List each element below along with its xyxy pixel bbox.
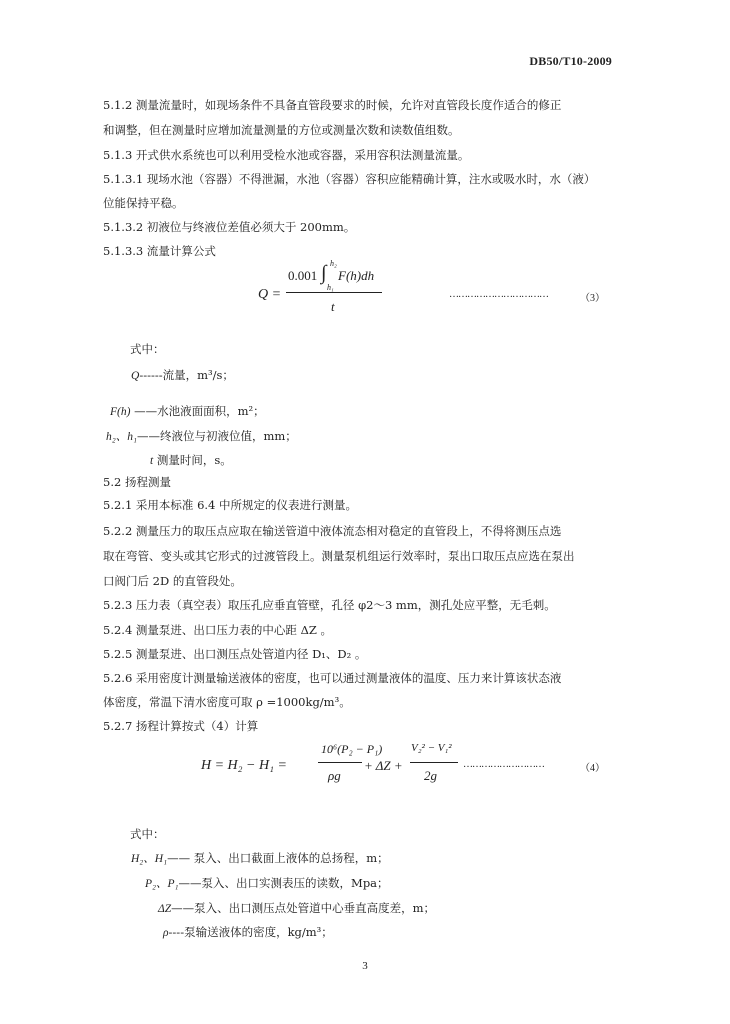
eq4-number: （4） — [580, 763, 605, 774]
where1-symbol: Q — [131, 370, 140, 382]
where2-desc: ——泵入、出口实测表压的读数，Mpa； — [178, 876, 389, 890]
where1-desc: ——终液位与初液位值，mm； — [137, 429, 297, 443]
eq4-fraction-bar-1 — [318, 762, 362, 763]
where2-item-rho — [163, 925, 333, 940]
para-5-1-3-1-line1: 5.1.3.1 现场水池（容器）不得泄漏，水池（容器）容积应能精确计算，注水或吸水时，水（液） — [103, 172, 596, 186]
para-5-2-1: 5.2.1 采用本标准 6.4 中所规定的仪表进行测量。 — [103, 498, 358, 512]
where2-symbol: ΔZ — [158, 903, 172, 915]
para-5-2-2-line2: 取在弯管、变头或其它形式的过渡管段上。测量泵机组运行效率时，泵出口取压点应选在泵出 — [103, 549, 575, 563]
where2-symbol: P₂、P₁ — [145, 878, 179, 890]
para-5-1-3-1-line2: 位能保持平稳。 — [103, 196, 184, 210]
eq3-integrand: F(h)dh — [338, 268, 375, 283]
where1-item-t — [150, 453, 232, 468]
where2-item-dz — [158, 901, 435, 916]
eq4-numerator-2: V₂² − V₁² — [411, 742, 452, 754]
where1-symbol: F(h) — [110, 406, 131, 418]
where2-item-h — [131, 851, 389, 866]
eq4-dots: ……………………… — [463, 759, 544, 770]
para-5-2-6-line2: 体密度，常温下清水密度可取 ρ =1000kg/m³。 — [103, 695, 351, 709]
page-number: 3 — [362, 960, 368, 972]
where2-desc: —— 泵入、出口截面上液体的总扬程，m； — [167, 851, 389, 865]
standard-code-header: DB50/T10-2009 — [529, 54, 612, 68]
eq3-lower-limit: h₁ — [327, 283, 334, 292]
para-5-2-2-line1: 5.2.2 测量压力的取压点应取在输送管道中液体流态相对稳定的直管段上，不得将测压点选 — [103, 524, 562, 538]
para-5-2-4: 5.2.4 测量泵进、出口压力表的中心距 ΔZ 。 — [103, 623, 333, 637]
eq3-upper-limit: h₂ — [330, 259, 337, 268]
eq3-coef: 0.001 — [288, 268, 318, 283]
para-5-2-5: 5.2.5 测量泵进、出口测压点处管道内径 D₁、D₂ 。 — [103, 647, 367, 661]
where1-desc: 测量时间，s。 — [153, 453, 232, 467]
integral-sign-icon: ∫ — [321, 262, 327, 284]
eq4-lhs: H = H₂ − H₁ = — [201, 758, 287, 773]
where2-symbol: ρ — [163, 927, 169, 939]
where1-desc: ------流量，m³/s； — [139, 368, 234, 382]
para-5-2-3: 5.2.3 压力表（真空表）取压孔应垂直管壁，孔径 φ2～3 mm，测孔处应平整，无毛刺。 — [103, 598, 556, 612]
where1-desc: ——水池液面面积，m²； — [130, 404, 265, 418]
where1-symbol: t — [150, 455, 154, 467]
where2-item-p — [145, 876, 389, 891]
where2-symbol: H₂、H₁ — [131, 853, 168, 865]
where1-item-q — [131, 368, 234, 383]
where-title-2: 式中： — [130, 827, 165, 841]
eq3-fraction-bar — [286, 292, 382, 293]
para-5-1-2-line1: 5.1.2 测量流量时，如现场条件不具备直管段要求的时候，允许对直管段长度作适合的修正 — [103, 98, 562, 112]
para-5-1-2-line2: 和调整，但在测量时应增加流量测量的方位或测量次数和读数值组数。 — [103, 123, 460, 137]
para-5-2-6-line1: 5.2.6 采用密度计测量输送液体的密度，也可以通过测量液体的温度、压力来计算该状态液 — [103, 671, 562, 685]
para-5-1-3-3: 5.1.3.3 流量计算公式 — [103, 244, 216, 258]
section-5-2-title: 5.2 扬程测量 — [103, 475, 171, 489]
para-5-2-2-line3: 口阀门后 2D 的直管段处。 — [103, 574, 242, 588]
para-5-2-7: 5.2.7 扬程计算按式（4）计算 — [103, 719, 259, 733]
eq4-denominator-1: ρg — [328, 768, 341, 783]
where2-desc: ----泵输送液体的密度，kg/m³； — [168, 925, 333, 939]
where1-item-h — [106, 429, 297, 444]
eq3-denominator: t — [331, 299, 335, 314]
para-5-1-3-2: 5.1.3.2 初液位与终液位差值必须大于 200mm。 — [103, 220, 356, 234]
eq3-number: （3） — [580, 293, 605, 304]
where1-item-fh — [110, 404, 265, 419]
where2-desc: ——泵入、出口测压点处管道中心垂直高度差，m； — [171, 901, 436, 915]
where1-symbol: h₂、h₁ — [106, 431, 137, 443]
where-title-1: 式中： — [130, 342, 165, 356]
eq4-denominator-2: 2g — [424, 768, 437, 783]
eq3-lhs: Q = — [258, 287, 282, 302]
eq3-dots: …………………………… — [449, 289, 548, 300]
para-5-1-3: 5.1.3 开式供水系统也可以利用受检水池或容器，采用容积法测量流量。 — [103, 148, 470, 162]
eq4-middle: + ΔZ + — [364, 758, 403, 773]
eq4-numerator-1: 10⁶(P₂ − P₁) — [321, 742, 383, 756]
eq4-fraction-bar-2 — [410, 762, 458, 763]
